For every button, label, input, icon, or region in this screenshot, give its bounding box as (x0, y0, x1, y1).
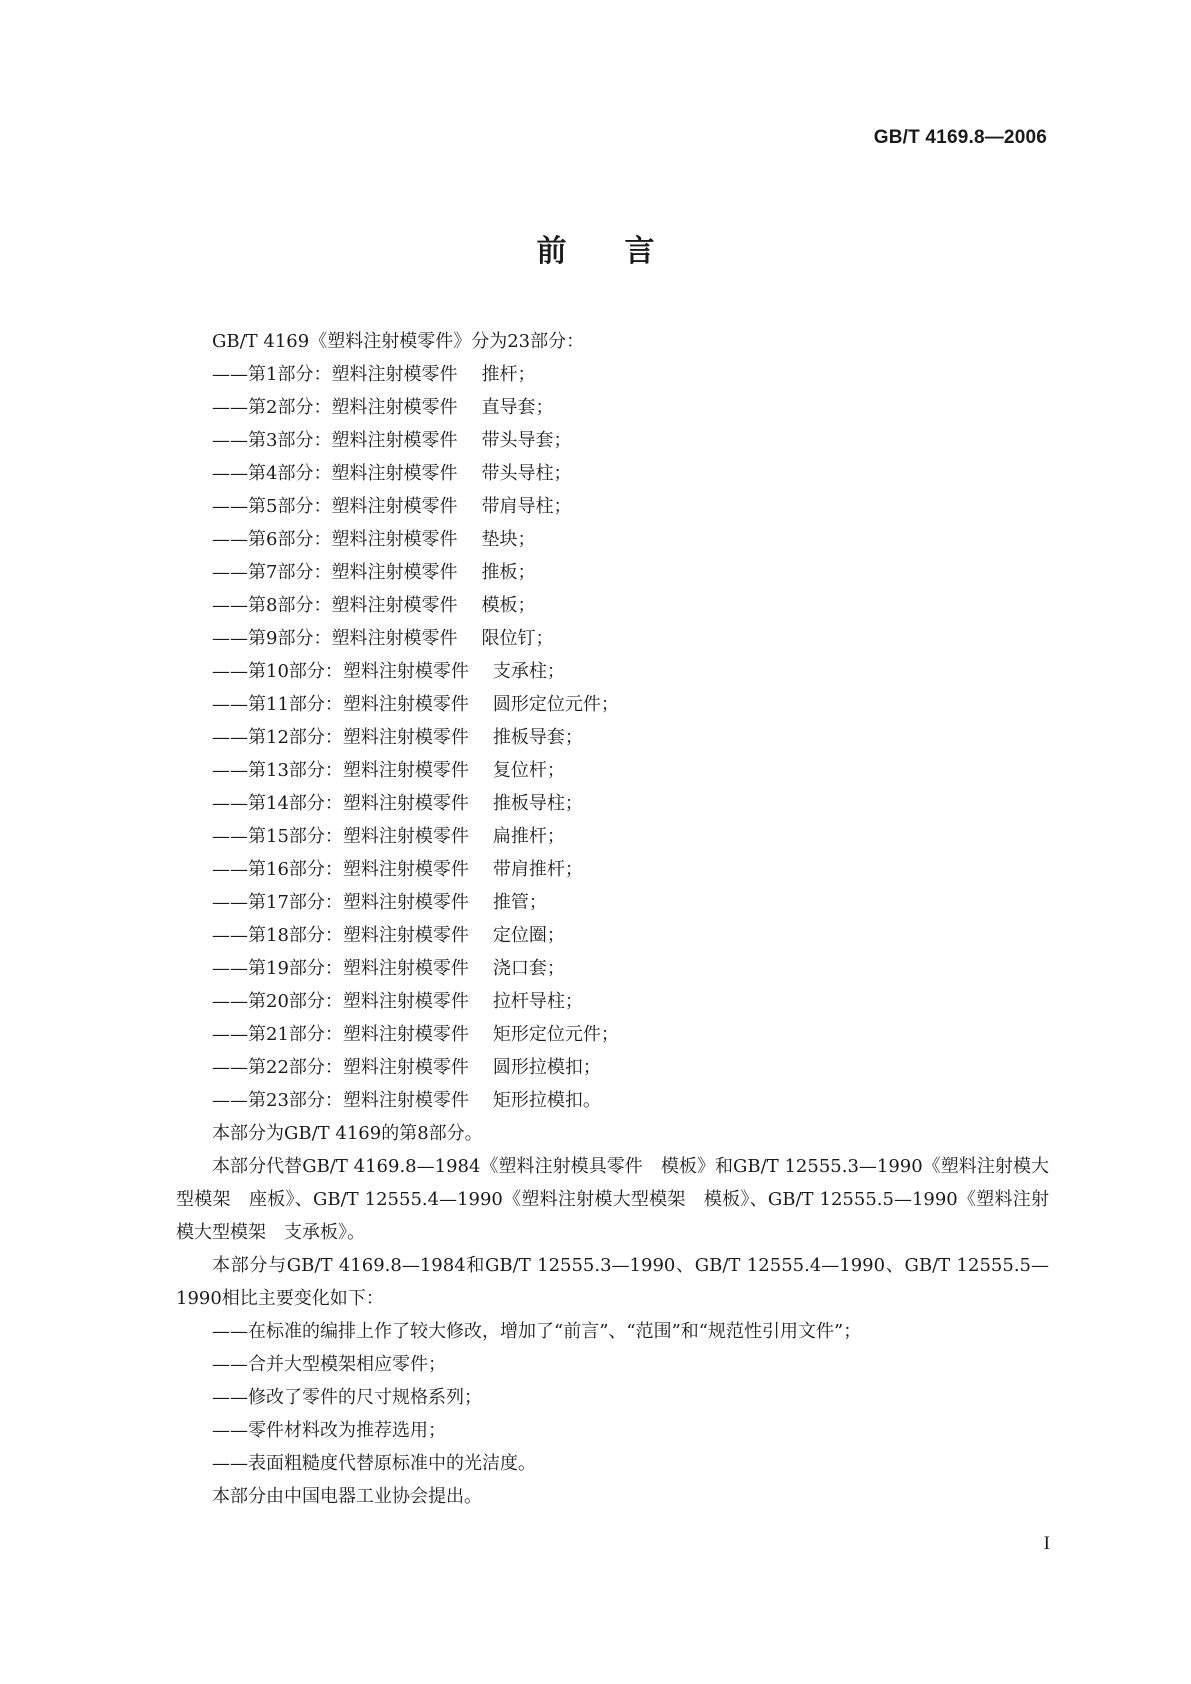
part-prefix: ——第9部分：塑料注射模零件 (212, 628, 458, 649)
part-name: 推板导套； (492, 727, 583, 748)
list-item (176, 523, 1049, 556)
list-item (176, 424, 1049, 457)
part-prefix: ——第22部分：塑料注射模零件 (212, 1057, 469, 1078)
changes-list (176, 1315, 1049, 1480)
part-prefix: ——第11部分：塑料注射模零件 (212, 694, 469, 715)
part-name: 带肩导柱； (481, 496, 572, 517)
list-item (176, 490, 1049, 523)
list-item (176, 853, 1049, 886)
part-prefix: ——第6部分：塑料注射模零件 (212, 529, 458, 550)
list-item (176, 1051, 1049, 1084)
part-name: 直导套； (481, 397, 554, 418)
list-item (176, 655, 1049, 688)
list-item (176, 820, 1049, 853)
part-name: 模板； (481, 595, 536, 616)
list-item (176, 688, 1049, 721)
part-prefix: ——第2部分：塑料注射模零件 (212, 397, 458, 418)
part-name: 带头导套； (481, 430, 572, 451)
list-item (176, 754, 1049, 787)
this-part-paragraph: 本部分为GB/T 4169的第8部分。 (212, 1123, 483, 1144)
list-item: ——修改了零件的尺寸规格系列； (212, 1387, 482, 1408)
list-item (176, 787, 1049, 820)
part-name: 支承柱； (492, 661, 565, 682)
proposed-by-paragraph: 本部分由中国电器工业协会提出。 (212, 1486, 482, 1507)
part-prefix: ——第14部分：塑料注射模零件 (212, 793, 469, 814)
part-name: 垫块； (481, 529, 536, 550)
part-prefix: ——第18部分：塑料注射模零件 (212, 925, 469, 946)
part-prefix: ——第10部分：塑料注射模零件 (212, 661, 469, 682)
part-prefix: ——第15部分：塑料注射模零件 (212, 826, 469, 847)
part-prefix: ——第3部分：塑料注射模零件 (212, 430, 458, 451)
list-item (176, 457, 1049, 490)
part-prefix: ——第8部分：塑料注射模零件 (212, 595, 458, 616)
parts-list (176, 358, 1049, 1117)
list-item (176, 1018, 1049, 1051)
list-item (176, 1084, 1049, 1117)
part-name: 复位杆； (492, 760, 565, 781)
part-name: 限位钉； (481, 628, 554, 649)
part-prefix: ——第17部分：塑料注射模零件 (212, 892, 469, 913)
list-item (176, 721, 1049, 754)
list-item: ——在标准的编排上作了较大修改，增加了“前言”、“范围”和“规范性引用文件”； (212, 1321, 862, 1342)
list-item (176, 886, 1049, 919)
list-item (176, 919, 1049, 952)
list-item (176, 358, 1049, 391)
part-name: 带头导柱； (481, 463, 572, 484)
part-name: 带肩推杆； (492, 859, 583, 880)
part-name: 矩形定位元件； (492, 1024, 619, 1045)
foreword-body (176, 325, 1049, 1513)
list-item (176, 985, 1049, 1018)
list-item: ——表面粗糙度代替原标准中的光洁度。 (212, 1453, 536, 1474)
replaces-paragraph: 本部分代替GB/T 4169.8—1984《塑料注射模具零件 模板》和GB/T 12555.3—1990《塑料注射模大型模架 座板》、GB/T 12555.4—1990《塑料注射模大型模架 模板》、GB/T 12555.5—1990《塑料注射模大型模架 支承板》。 (176, 1156, 1049, 1243)
standard-number: GB/T 4169.8—2006 (873, 127, 1047, 148)
part-name: 推板； (481, 562, 536, 583)
list-item: ——零件材料改为推荐选用； (212, 1420, 446, 1441)
list-item (176, 622, 1049, 655)
part-name: 圆形拉模扣； (492, 1057, 601, 1078)
page-number: I (1043, 1533, 1050, 1554)
part-prefix: ——第21部分：塑料注射模零件 (212, 1024, 469, 1045)
part-name: 扁推杆； (492, 826, 565, 847)
part-prefix: ——第19部分：塑料注射模零件 (212, 958, 469, 979)
list-item (176, 589, 1049, 622)
part-prefix: ——第4部分：塑料注射模零件 (212, 463, 458, 484)
part-name: 推管； (492, 892, 547, 913)
changes-intro-paragraph: 本部分与GB/T 4169.8—1984和GB/T 12555.3—1990、GB/T 12555.4—1990、GB/T 12555.5—1990相比主要变化如下： (176, 1255, 1049, 1309)
part-name: 浇口套； (492, 958, 565, 979)
part-prefix: ——第7部分：塑料注射模零件 (212, 562, 458, 583)
intro-line: GB/T 4169《塑料注射模零件》分为23部分： (212, 331, 585, 352)
part-prefix: ——第20部分：塑料注射模零件 (212, 991, 469, 1012)
part-name: 拉杆导柱； (492, 991, 583, 1012)
page-title: 前言 (536, 234, 713, 269)
part-prefix: ——第1部分：塑料注射模零件 (212, 364, 458, 385)
list-item (176, 556, 1049, 589)
part-name: 矩形拉模扣。 (492, 1090, 601, 1111)
part-name: 定位圈； (492, 925, 565, 946)
part-name: 圆形定位元件； (492, 694, 619, 715)
part-name: 推杆； (481, 364, 536, 385)
part-prefix: ——第16部分：塑料注射模零件 (212, 859, 469, 880)
part-prefix: ——第12部分：塑料注射模零件 (212, 727, 469, 748)
list-item (176, 952, 1049, 985)
part-prefix: ——第23部分：塑料注射模零件 (212, 1090, 469, 1111)
list-item (176, 391, 1049, 424)
list-item: ——合并大型模架相应零件； (212, 1354, 446, 1375)
part-prefix: ——第5部分：塑料注射模零件 (212, 496, 458, 517)
part-prefix: ——第13部分：塑料注射模零件 (212, 760, 469, 781)
part-name: 推板导柱； (492, 793, 583, 814)
